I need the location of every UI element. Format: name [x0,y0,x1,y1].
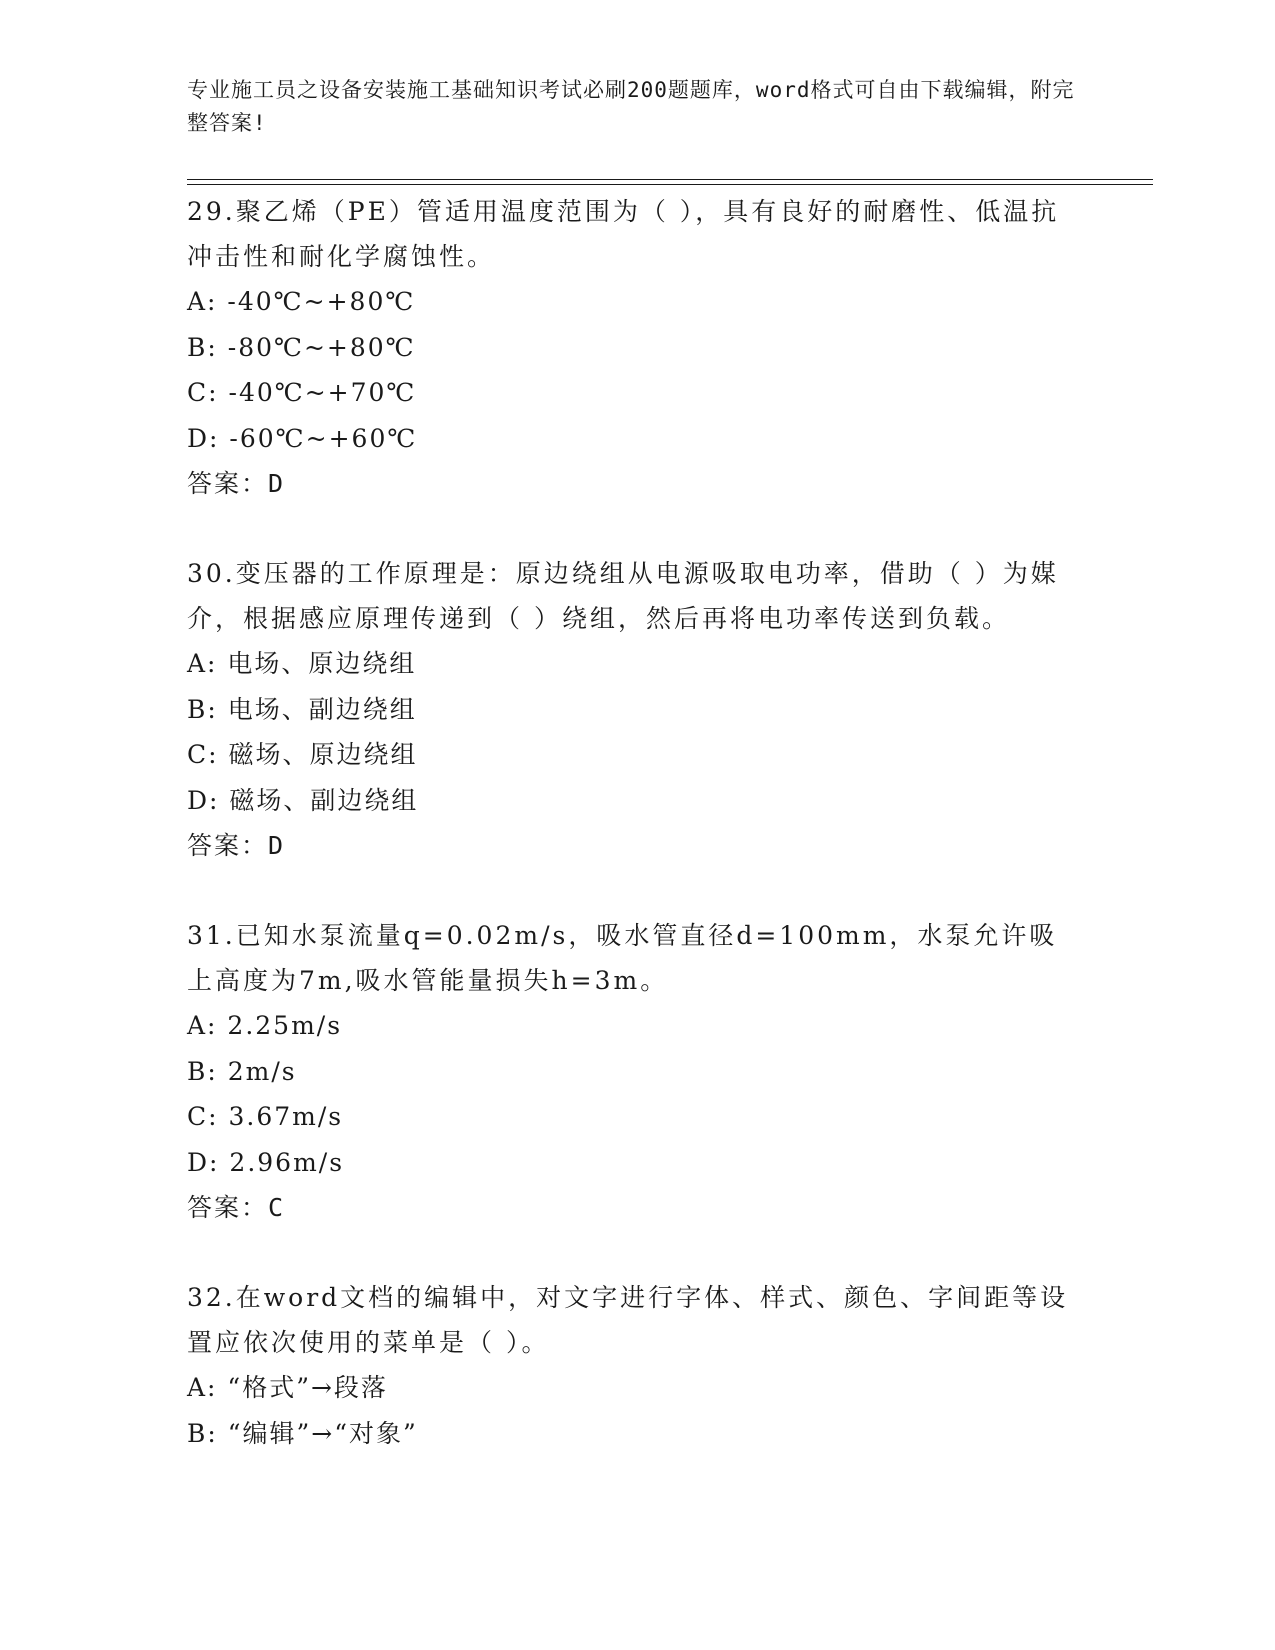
answer-value: D [268,469,286,498]
header-divider-top [187,179,1153,180]
option-c: C: 磁场、原边绕组 [187,740,418,769]
option-d: D: 磁场、副边绕组 [187,785,419,815]
question-stem: 29.聚乙烯（PE）管适用温度范围为（ ），具有良好的耐磨性、低温抗冲击性和耐化学腐蚀性。 [187,197,1060,271]
question-32 [187,1275,1077,1456]
option-c: C: 3.67m/s [187,1102,344,1131]
answer-line [187,823,1077,868]
question-stem: 31.已知水泵流量q=0.02m/s，吸水管直径d=100mm，水泵允许吸上高度为7m,吸水管能量损失h=3m。 [187,921,1058,995]
answer-value: C [268,1193,286,1222]
option-a: A: 电场、原边绕组 [187,649,417,678]
answer-line [187,461,1077,506]
option-a: A: 2.25m/s [187,1011,343,1040]
option-d: D: -60℃~+60℃ [187,423,418,453]
option-b: B: 2m/s [187,1056,297,1086]
question-29 [187,189,1077,506]
question-30 [187,551,1077,868]
option-d: D: 2.96m/s [187,1147,345,1177]
option-b: B: “编辑”→“对象” [187,1418,418,1448]
answer-label: 答案： [187,831,269,860]
question-stem: 30.变压器的工作原理是：原边绕组从电源吸取电功率，借助（ ）为媒介，根据感应原理传递到（ ）绕组，然后再将电功率传送到负载。 [187,559,1059,633]
answer-line [187,1185,1077,1230]
answer-label: 答案： [187,1193,269,1222]
answer-value: D [268,831,286,860]
document-header-title: 专业施工员之设备安装施工基础知识考试必刷200题题库，word格式可自由下载编辑，附完整答案! [187,78,1075,135]
question-stem: 32.在word文档的编辑中，对文字进行字体、样式、颜色、字间距等设置应依次使用的菜单是（ ）。 [187,1283,1069,1357]
option-c: C: -40℃~+70℃ [187,378,417,407]
option-a: A: -40℃~+80℃ [187,287,416,316]
option-b: B: -80℃~+80℃ [187,332,416,362]
answer-label: 答案： [187,469,269,498]
question-31 [187,913,1077,1230]
header-divider-bottom [187,184,1153,185]
option-b: B: 电场、副边绕组 [187,694,417,724]
option-a: A: “格式”→段落 [187,1373,388,1402]
